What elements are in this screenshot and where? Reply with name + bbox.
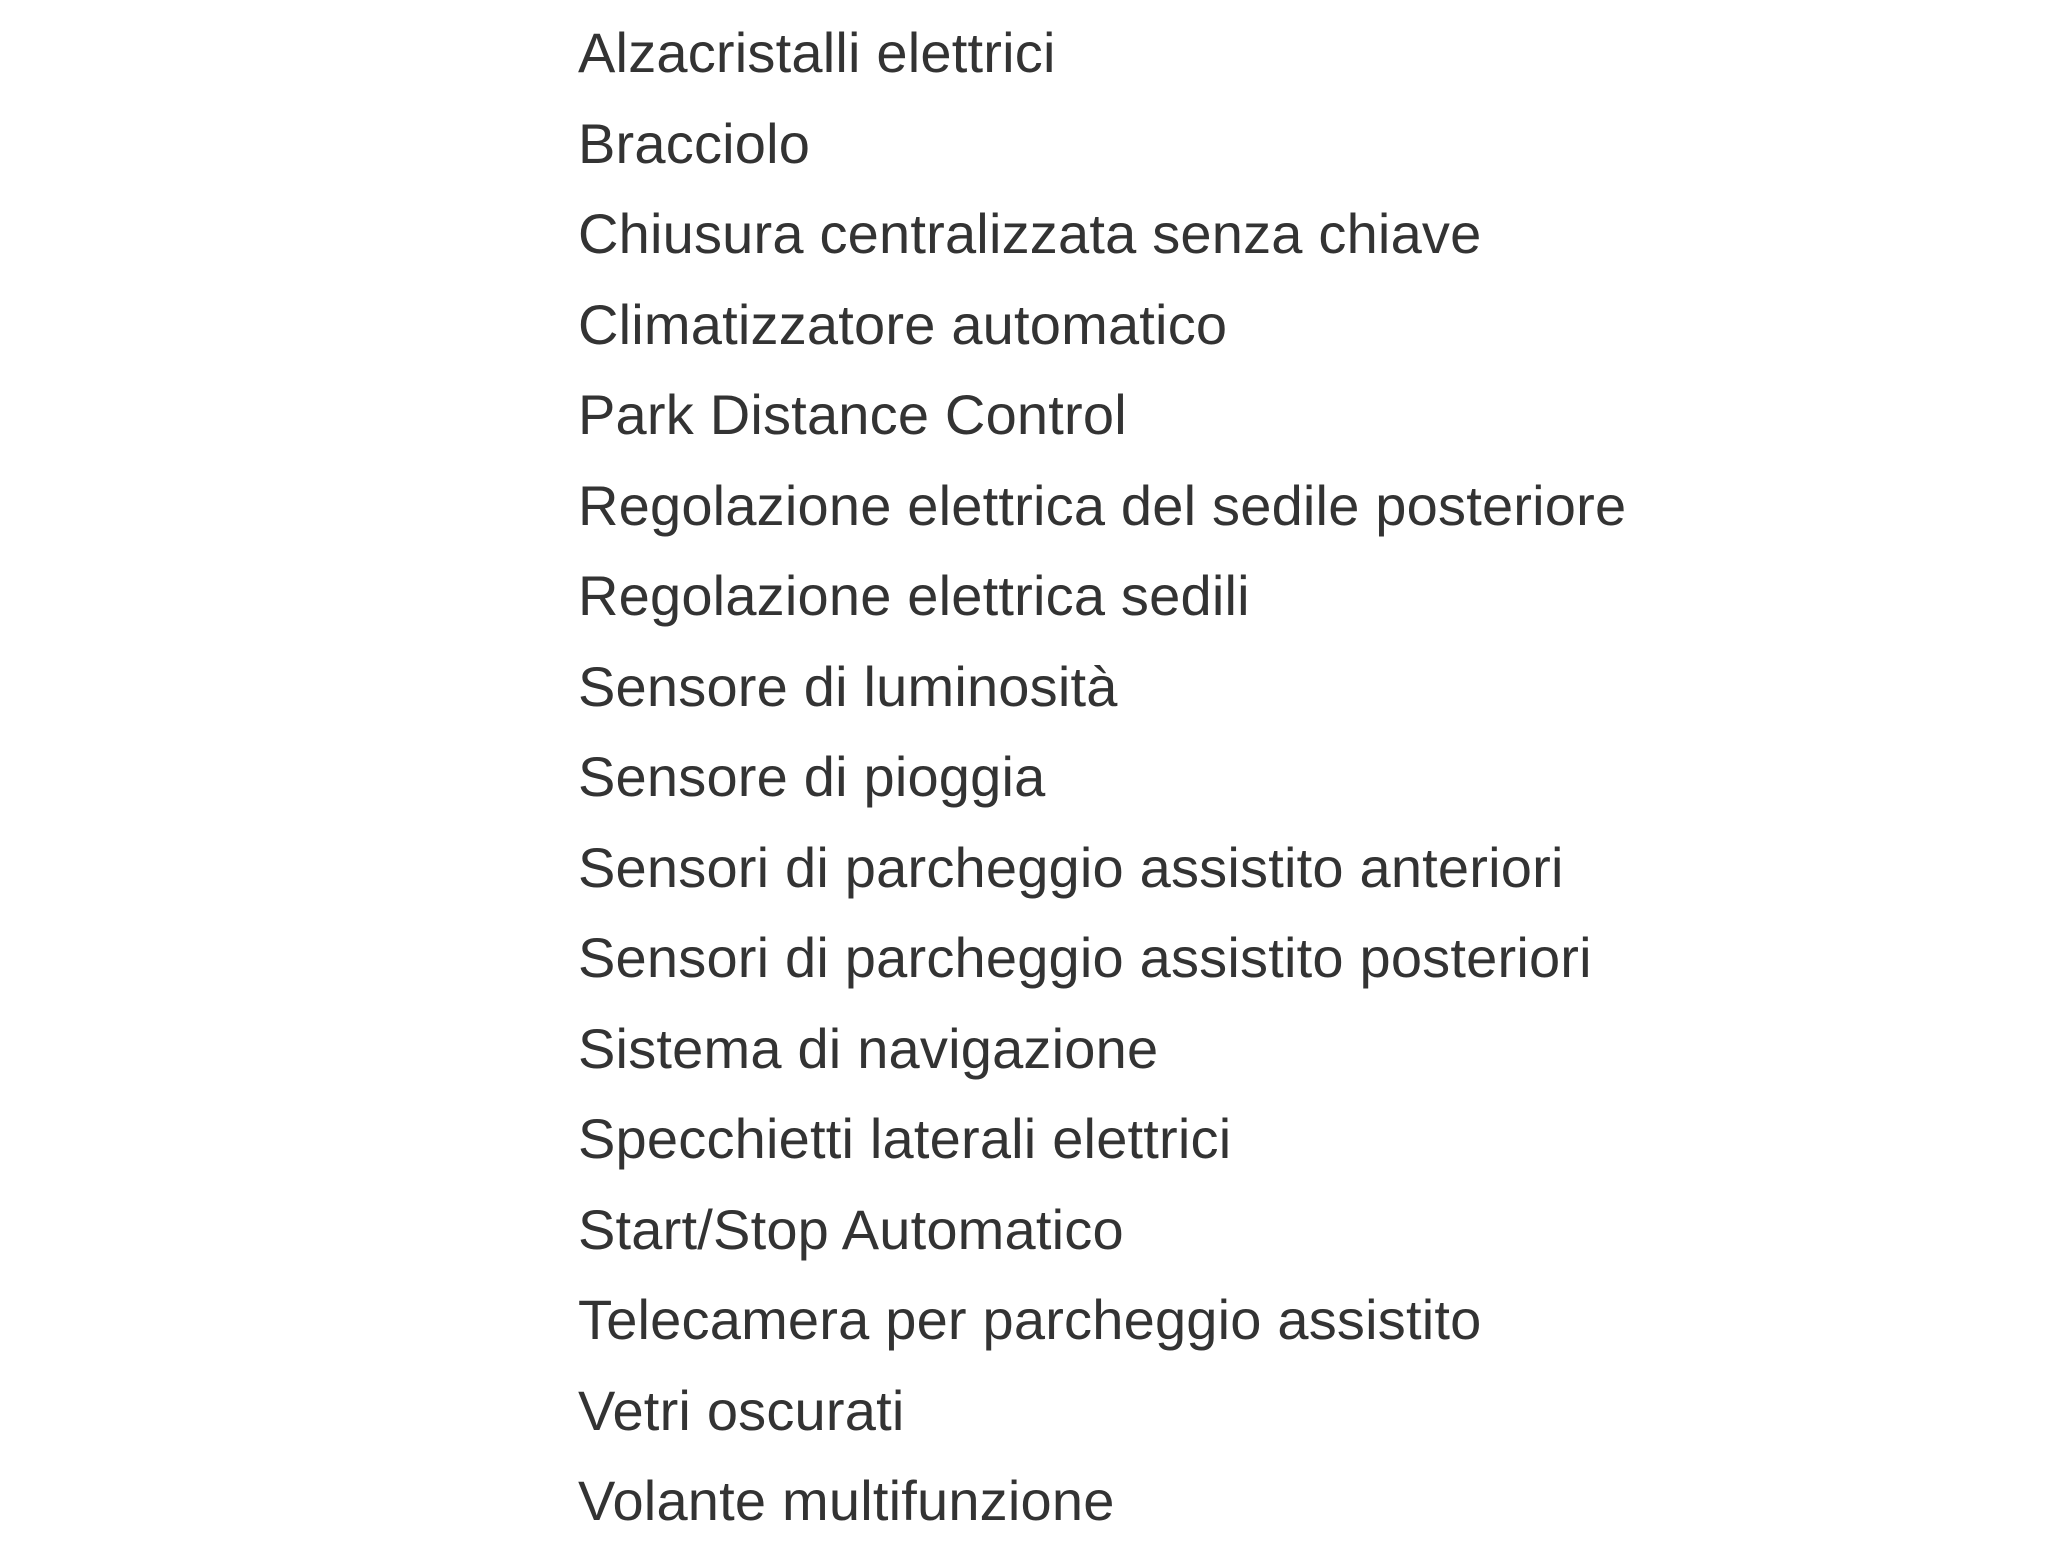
- list-item: Regolazione elettrica del sedile posteriore: [578, 473, 1627, 537]
- list-item: Vetri oscurati: [578, 1378, 905, 1442]
- list-item: Sensore di pioggia: [578, 745, 1046, 808]
- list-item: Alzacristalli elettrici: [578, 21, 1056, 84]
- list-item: Sensore di luminosità: [578, 654, 1118, 718]
- list-item: Bracciolo: [578, 111, 811, 175]
- list-item: Volante multifunzione: [578, 1469, 1115, 1532]
- list-item: Specchietti laterali elettrici: [578, 1107, 1232, 1170]
- list-item: Regolazione elettrica sedili: [578, 564, 1250, 627]
- feature-list: [578, 0, 1626, 1547]
- list-item: Telecamera per parcheggio assistito: [578, 1288, 1482, 1351]
- list-item: Start/Stop Automatico: [578, 1197, 1124, 1261]
- list-item: Climatizzatore automatico: [578, 292, 1228, 356]
- list-item: Sistema di navigazione: [578, 1016, 1159, 1080]
- list-item: Park Distance Control: [578, 383, 1127, 446]
- list-item: Sensori di parcheggio assistito anteriori: [578, 835, 1564, 899]
- list-item: Sensori di parcheggio assistito posteriori: [578, 926, 1592, 989]
- list-item: Chiusura centralizzata senza chiave: [578, 202, 1482, 265]
